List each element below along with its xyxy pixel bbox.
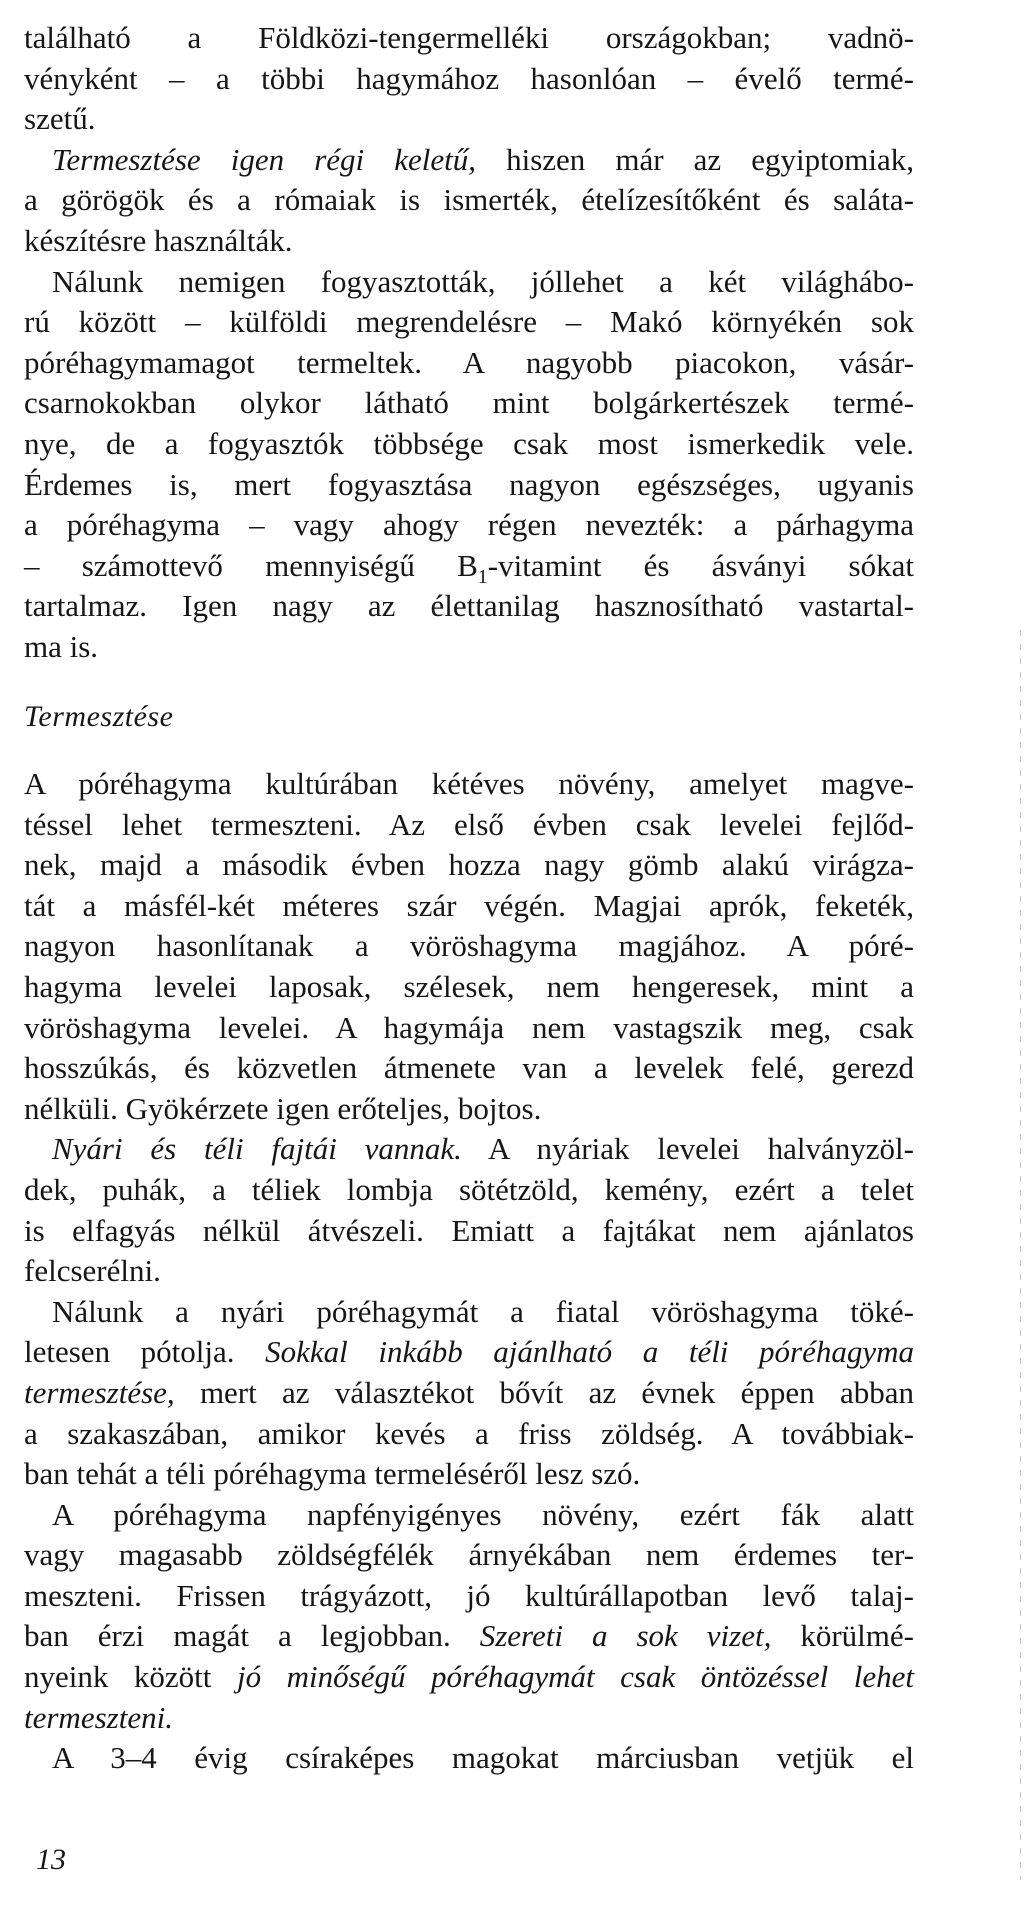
- text-fragment: hiszen már az egyiptomiak,: [476, 141, 914, 177]
- text-line: [24, 1129, 914, 1170]
- text-fragment: – számottevő mennyiségű B: [24, 547, 478, 583]
- text-line: vagy magasabb zöldségfélék árnyékában nem érdemes ter-: [24, 1537, 914, 1573]
- text-line: a póréhagyma – vagy ahogy régen nevezték: a párhagyma: [24, 507, 914, 543]
- text-line: nye, de a fogyasztók többsége csak most ismerkedik vele.: [24, 425, 914, 461]
- body-text-top: [24, 18, 914, 668]
- text-line: dek, puhák, a téliek lombja sötétzöld, kemény, ezért a telet: [24, 1171, 914, 1207]
- text-fragment: -vitamint és ásványi sókat: [487, 547, 914, 583]
- text-line: A póréhagyma kultúrában kétéves növény, amelyet magve-: [24, 766, 914, 801]
- page-number: 13: [36, 1843, 66, 1876]
- text-line: tartalmaz. Igen nagy az élettanilag hasznosítható vastartal-: [24, 588, 914, 624]
- text-fragment: A nyáriak levelei halványzöl-: [461, 1131, 914, 1167]
- text-line: a görögök és a rómaiak is ismerték, ételízesítőként és saláta-: [24, 182, 914, 218]
- text-line: tát a másfél-két méteres szár végén. Magjai aprók, feketék,: [24, 887, 914, 923]
- text-line: vényként – a többi hagymához hasonlóan – évelő termé-: [24, 60, 914, 96]
- text-line: nagyon hasonlítanak a vöröshagyma magjához. A póré-: [24, 928, 914, 964]
- text-line: található a Földközi-tengermelléki országokban; vadnö-: [24, 20, 914, 55]
- text-line: vöröshagyma levelei. A hagymája nem vastagszik meg, csak: [24, 1009, 914, 1045]
- text-line: hosszúkás, és közvetlen átmenete van a levelek felé, gerezd: [24, 1050, 914, 1086]
- text-line: [24, 1657, 914, 1698]
- italic-phrase: Termesztése igen régi keletű,: [52, 141, 477, 177]
- italic-phrase: termeszteni.: [24, 1699, 173, 1735]
- subscript: 1: [477, 565, 488, 588]
- italic-phrase: Sokkal inkább ajánlható a téli póréhagyma: [265, 1334, 914, 1370]
- italic-phrase: jó minőségű póréhagymát csak öntözéssel lehet: [236, 1659, 915, 1695]
- text-line: felcserélni.: [24, 1253, 161, 1289]
- text-line: is elfagyás nélkül átvészeli. Emiatt a fajtákat nem ajánlatos: [24, 1212, 914, 1248]
- text-line: [24, 1373, 914, 1414]
- text-line: nek, majd a második évben hozza nagy gömb alakú virágza-: [24, 847, 914, 883]
- section-heading: Termesztése: [24, 700, 174, 733]
- text-line: [24, 140, 914, 181]
- text-fragment: letesen pótolja.: [24, 1334, 266, 1370]
- text-line: [24, 546, 914, 587]
- text-line: készítésre használták.: [24, 222, 293, 258]
- text-line: csarnokokban olykor látható mint bolgárkertészek termé-: [24, 385, 914, 421]
- text-line: [24, 1616, 914, 1657]
- text-line: Érdemes is, mert fogyasztása nagyon egészséges, ugyanis: [24, 466, 914, 502]
- text-line: szetű.: [24, 101, 96, 137]
- page-edge-line: [1020, 630, 1021, 1880]
- text-line: póréhagymamagot termeltek. A nagyobb piacokon, vásár-: [24, 344, 914, 380]
- text-fragment: körülmé-: [771, 1618, 914, 1654]
- text-line: Nálunk a nyári póréhagymát a fiatal vöröshagyma töké-: [52, 1293, 914, 1329]
- text-line: ma is.: [24, 628, 99, 664]
- body-text-bottom: [24, 764, 914, 1779]
- text-line: rú között – külföldi megrendelésre – Makó környékén sok: [24, 304, 914, 340]
- italic-phrase: termesztése,: [24, 1374, 175, 1410]
- text-fragment: nyeink között: [24, 1659, 237, 1695]
- text-line: [24, 1332, 914, 1373]
- text-line: a szakaszában, amikor kevés a friss zöldség. A továbbiak-: [24, 1415, 914, 1451]
- text-line: téssel lehet termeszteni. Az első évben csak levelei fejlőd-: [24, 806, 914, 842]
- text-line: A póréhagyma napfényigényes növény, ezért fák alatt: [52, 1496, 914, 1532]
- text-line: [24, 1698, 914, 1739]
- italic-phrase: Nyári és téli fajtái vannak.: [52, 1131, 462, 1167]
- text-line: nélküli. Gyökérzete igen erőteljes, bojtos.: [24, 1090, 542, 1126]
- text-line: Nálunk nemigen fogyasztották, jóllehet a két világhábo-: [52, 263, 914, 299]
- text-line: A 3–4 évig csíraképes magokat márciusban vetjük el: [52, 1740, 914, 1776]
- italic-phrase: Szereti a sok vizet,: [479, 1618, 772, 1654]
- text-fragment: mert az választékot bővít az évnek éppen abban: [174, 1374, 914, 1410]
- text-line: ban tehát a téli póréhagyma termeléséről lesz szó.: [24, 1456, 641, 1492]
- text-line: meszteni. Frissen trágyázott, jó kultúrállapotban levő talaj-: [24, 1577, 914, 1613]
- text-line: hagyma levelei laposak, szélesek, nem hengeresek, mint a: [24, 968, 914, 1004]
- text-fragment: ban érzi magát a legjobban.: [24, 1618, 480, 1654]
